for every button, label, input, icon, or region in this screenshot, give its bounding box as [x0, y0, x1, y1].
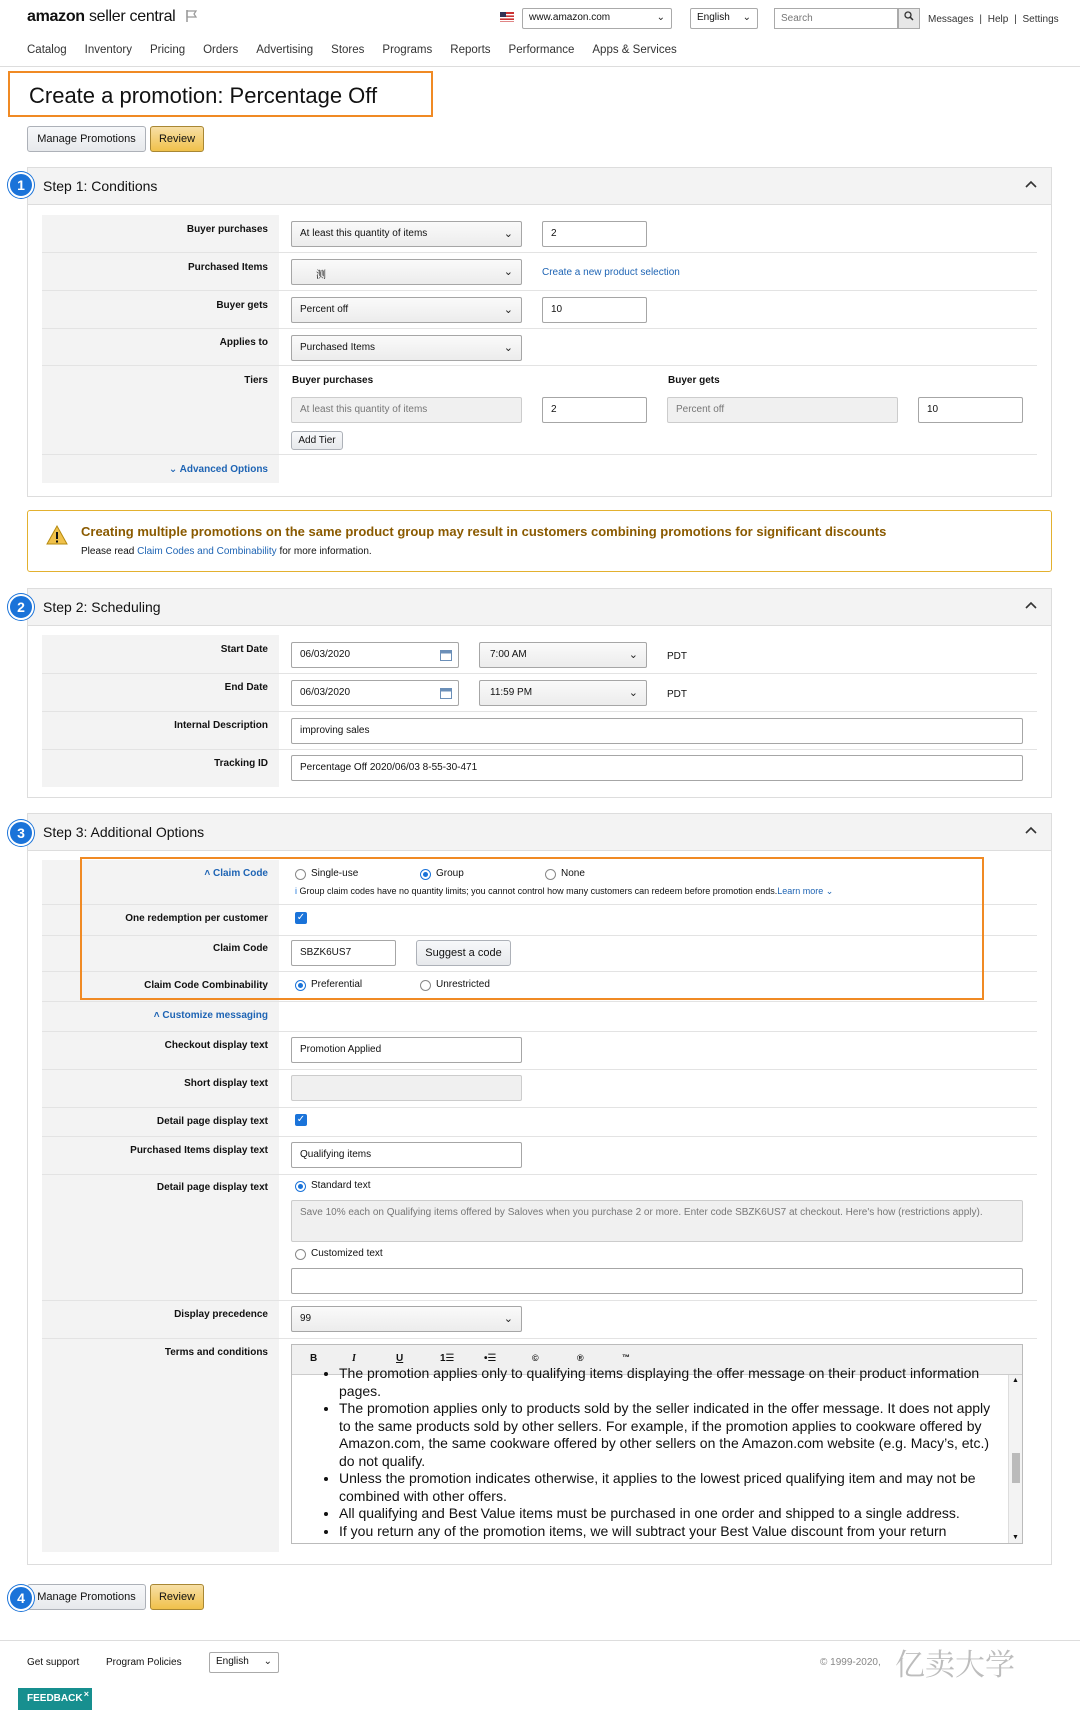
tier-buyer-purchases-input[interactable]: 2: [542, 397, 647, 423]
start-time-select[interactable]: [479, 642, 647, 668]
terms-item: • The promotion applies only to qualifying items displaying the offer message on their product information pages.: [339, 1365, 999, 1400]
internal-description-label: Internal Description: [174, 720, 268, 731]
purchased-display-label-wrap: [42, 1145, 268, 1159]
one-redemption-label: One redemption per customer: [125, 913, 268, 924]
scrollbar-thumb[interactable]: [1012, 1453, 1020, 1483]
buyer-gets-percent-input[interactable]: 10: [542, 297, 647, 323]
nav-orders[interactable]: Orders: [203, 44, 239, 56]
divider: [42, 1031, 1037, 1032]
logo-amazon-text: amazon: [27, 8, 85, 25]
unrestricted-radio[interactable]: [420, 980, 431, 991]
separator: |: [1014, 14, 1017, 25]
nav-pricing[interactable]: Pricing: [149, 44, 186, 56]
chevron-up-icon[interactable]: [1025, 825, 1037, 837]
start-date-label: Start Date: [220, 644, 268, 655]
divider: [42, 328, 1037, 329]
tiers-buyer-purchases-heading: Buyer purchases: [292, 375, 374, 386]
watermark: 亿卖大学: [895, 1649, 1015, 1682]
one-redemption-checkbox[interactable]: ✓: [296, 912, 306, 923]
page-title: Create a promotion: Percentage Off: [29, 83, 378, 108]
step-2-header[interactable]: [28, 589, 1051, 626]
divider: [42, 1338, 1037, 1339]
divider: [42, 290, 1037, 291]
standard-text-preview: Save 10% each on Qualifying items offered by Saloves when you purchase 2 or more. Enter code SBZK6US7 at checkout. Here's how (restrictions apply).: [291, 1200, 1023, 1242]
claim-code-label: Claim Code: [212, 943, 268, 954]
warning-text-post: for more information.: [276, 546, 372, 557]
divider: [42, 1300, 1037, 1301]
underline-icon[interactable]: U: [396, 1353, 404, 1364]
calendar-icon[interactable]: [440, 687, 452, 699]
logo-seller-central-text: seller central: [88, 8, 176, 25]
chevron-down-icon: ⌄: [503, 228, 513, 240]
start-date-input[interactable]: [291, 642, 459, 668]
step-3-badge: 3: [8, 820, 34, 846]
internal-description-input[interactable]: improving sales: [291, 718, 1023, 744]
copyright-icon[interactable]: ©: [532, 1353, 539, 1363]
buyer-gets-label: Buyer gets: [216, 300, 268, 311]
checkout-display-label: Checkout display text: [164, 1040, 268, 1051]
copyright-text: © 1999-2020,: [820, 1657, 881, 1668]
divider: [42, 749, 1037, 750]
scroll-down-icon[interactable]: ▼: [1012, 1534, 1019, 1541]
terms-item: • All qualifying and Best Value items must be purchased in one order and shipped to a single address.: [339, 1505, 999, 1523]
step-2-badge: 2: [8, 594, 34, 620]
review-button-bottom[interactable]: Review: [150, 1584, 204, 1610]
nav-stores[interactable]: Stores: [331, 44, 365, 56]
page-title-highlight: [8, 71, 433, 117]
start-timezone: PDT: [667, 651, 687, 662]
end-date-input[interactable]: [291, 680, 459, 706]
feedback-label: FEEDBACK: [27, 1693, 83, 1704]
warning-icon: [46, 525, 68, 545]
divider: [42, 971, 1037, 972]
end-time-value: 11:59 PM: [490, 687, 533, 698]
learn-more-link[interactable]: Learn more: [777, 886, 824, 896]
separator: |: [979, 14, 982, 25]
nav-reports[interactable]: Reports: [450, 44, 491, 56]
warning-text-pre: Please read: [81, 546, 138, 557]
unrestricted-label: Unrestricted: [436, 979, 490, 990]
add-tier-button[interactable]: Add Tier: [291, 431, 343, 450]
applies-to-select[interactable]: [291, 335, 522, 361]
chevron-down-icon: ⌄: [503, 1313, 513, 1325]
none-label: None: [561, 868, 585, 879]
detail-page-display-checkbox[interactable]: ✓: [296, 1114, 306, 1125]
help-link[interactable]: Help: [987, 14, 1009, 25]
divider: [42, 1069, 1037, 1070]
program-policies-link[interactable]: Program Policies: [106, 1657, 182, 1668]
standard-text-label: Standard text: [311, 1180, 371, 1191]
customize-messaging-label: Customize messaging: [162, 1010, 268, 1021]
footer-language-value: English: [216, 1656, 249, 1667]
purchased-items-label-wrap: [42, 262, 268, 276]
nav-catalog[interactable]: Catalog: [27, 44, 67, 56]
display-precedence-label: Display precedence: [174, 1309, 268, 1320]
applies-to-label-wrap: [42, 337, 268, 351]
main-nav: [27, 44, 677, 56]
checkout-label-wrap: [42, 1040, 268, 1054]
divider: [42, 454, 1037, 455]
end-date-label-wrap: [42, 682, 268, 696]
top-links: [928, 14, 1062, 25]
single-use-label: Single-use: [311, 868, 359, 879]
terms-item: • Unless the promotion indicates otherwise, it applies to the lowest priced qualifying item and may not be combined with other offers.: [339, 1470, 999, 1505]
bullet-list-icon[interactable]: •☰: [484, 1353, 497, 1364]
internal-description-label-wrap: [42, 720, 268, 734]
divider: [42, 1001, 1037, 1002]
one-redemption-label-wrap: [42, 913, 268, 927]
step-1-badge: 1: [8, 172, 34, 198]
warning-text: [81, 546, 372, 557]
warning-alert: [27, 510, 1052, 572]
terms-item: • The promotion applies only to products sold by the seller indicated in the offer message. It does not apply to the same products sold by other sellers. For example, if the promotion applies to cookware offered by Amazon.com, the same cookware offered by other sellers on the Amazon.com website (e.g. Macy’s, etc.) do not qualify.: [339, 1400, 999, 1470]
short-display-label-wrap: [42, 1078, 268, 1092]
group-claim-note-text: Group claim codes have no quantity limits; you cannot control how many customers can redeem before promotion ends.: [299, 886, 778, 896]
nav-inventory[interactable]: Inventory: [84, 44, 132, 56]
us-flag-icon: [500, 12, 514, 22]
terms-label-wrap: [42, 1347, 268, 1361]
divider: [42, 1174, 1037, 1175]
chevron-up-icon[interactable]: [1025, 600, 1037, 612]
end-timezone: PDT: [667, 689, 687, 700]
chevron-down-icon: ⌄: [628, 687, 638, 699]
purchased-items-display-input[interactable]: Qualifying items: [291, 1142, 522, 1168]
buyer-gets-select[interactable]: [291, 297, 522, 323]
tracking-id-label: Tracking ID: [214, 758, 268, 769]
start-date-value: 06/03/2020: [300, 649, 351, 660]
tier-buyer-gets-input[interactable]: 10: [918, 397, 1023, 423]
chevron-down-icon: ⌄: [503, 342, 513, 354]
detail-page-label-wrap: [42, 1116, 268, 1130]
divider: [42, 365, 1037, 366]
search-icon: [904, 11, 914, 21]
get-support-link[interactable]: Get support: [27, 1657, 80, 1668]
buyer-purchases-select-value: At least this quantity of items: [300, 228, 428, 239]
short-display-input: [291, 1075, 522, 1101]
search-button[interactable]: [898, 8, 920, 29]
chevron-down-icon: ⌄: [628, 649, 638, 661]
divider: [42, 1136, 1037, 1137]
purchased-items-display-label: Purchased Items display text: [130, 1145, 268, 1156]
amazon-seller-central-logo[interactable]: [27, 8, 175, 26]
create-product-selection-link[interactable]: Create a new product selection: [542, 267, 680, 278]
claim-code-single-use-radio[interactable]: [295, 869, 306, 880]
tiers-buyer-gets-heading: Buyer gets: [668, 375, 720, 386]
combinability-label-wrap: [42, 980, 268, 994]
chevron-down-icon: ⌄: [503, 266, 513, 278]
terms-editor[interactable]: [291, 1344, 1023, 1544]
manage-promotions-button-bottom[interactable]: Manage Promotions: [27, 1584, 146, 1610]
messages-link[interactable]: Messages: [928, 14, 974, 25]
nav-programs[interactable]: Programs: [382, 44, 433, 56]
standard-text-radio[interactable]: [295, 1181, 306, 1192]
divider: [42, 673, 1037, 674]
scroll-up-icon[interactable]: ▲: [1012, 1377, 1019, 1384]
editor-scrollbar[interactable]: [1008, 1375, 1022, 1543]
customize-messaging-toggle[interactable]: ˄ Customize messaging: [153, 1010, 268, 1021]
preferential-radio[interactable]: [295, 980, 306, 991]
advanced-options-toggle[interactable]: ⌄ Advanced Options: [168, 464, 268, 475]
tiers-label: Tiers: [244, 375, 268, 386]
tracking-id-label-wrap: [42, 758, 268, 772]
step-2-title: Step 2: Scheduling: [43, 599, 161, 615]
buyer-purchases-select[interactable]: [291, 221, 522, 247]
tiers-label-wrap: [42, 375, 268, 389]
tier-buyer-purchases-select: At least this quantity of items: [291, 397, 522, 423]
short-display-label: Short display text: [184, 1078, 268, 1089]
suggest-code-button[interactable]: Suggest a code: [416, 940, 511, 966]
claim-code-input[interactable]: SBZK6US7: [291, 940, 396, 966]
bold-icon[interactable]: B: [310, 1353, 318, 1364]
claim-code-toggle[interactable]: ˄ Claim Code: [204, 868, 268, 879]
buyer-purchases-quantity-input[interactable]: 2: [542, 221, 647, 247]
customize-messaging-wrap: [42, 1010, 268, 1024]
calendar-icon[interactable]: [440, 649, 452, 661]
manage-promotions-button[interactable]: Manage Promotions: [27, 126, 146, 152]
nav-performance[interactable]: Performance: [508, 44, 575, 56]
claim-codes-link[interactable]: Claim Codes and Combinability: [137, 546, 277, 557]
step-4-badge: 4: [8, 1585, 34, 1611]
terms-list: [339, 1365, 999, 1540]
end-date-value: 06/03/2020: [300, 687, 351, 698]
display-precedence-label-wrap: [42, 1309, 268, 1323]
combinability-label: Claim Code Combinability: [144, 980, 268, 991]
group-claim-note: i Group claim codes have no quantity limits; you cannot control how many customers can redeem before promotion ends.Learn more ⌄: [295, 886, 834, 896]
divider: [42, 252, 1037, 253]
start-date-label-wrap: [42, 644, 268, 658]
terms-item: • If you return any of the promotion items, we will subtract your Best Value discount from your return: [339, 1523, 999, 1541]
registered-icon[interactable]: ®: [577, 1353, 584, 1363]
chevron-down-icon: ⌄: [503, 304, 513, 316]
italic-icon[interactable]: I: [352, 1353, 356, 1364]
group-label: Group: [436, 868, 464, 879]
trademark-icon[interactable]: ™: [622, 1353, 630, 1362]
marketplace-select[interactable]: [522, 8, 672, 29]
start-time-value: 7:00 AM: [490, 649, 527, 660]
display-precedence-value: 99: [300, 1313, 312, 1324]
checkout-display-input[interactable]: Promotion Applied: [291, 1037, 522, 1063]
chevron-down-icon: ⌄: [656, 12, 665, 23]
step-1-header[interactable]: [28, 168, 1051, 205]
divider: [42, 711, 1037, 712]
nav-divider: [0, 66, 1080, 67]
search-input[interactable]: Search: [774, 8, 898, 29]
terms-editor-body[interactable]: [292, 1365, 1008, 1543]
buyer-gets-select-value: Percent off: [300, 304, 349, 315]
chevron-up-icon[interactable]: [1025, 179, 1037, 191]
step-1-title: Step 1: Conditions: [43, 178, 158, 194]
claim-code-group-radio[interactable]: [420, 869, 431, 880]
warning-title: Creating multiple promotions on the same product group may result in customers combining promotions for significant discounts: [81, 524, 887, 539]
step-3-header[interactable]: [28, 814, 1051, 851]
customized-text-input[interactable]: [291, 1268, 1023, 1294]
detail-page-display-label: Detail page display text: [156, 1116, 268, 1127]
applies-to-select-value: Purchased Items: [300, 342, 376, 353]
end-date-label: End Date: [224, 682, 268, 693]
display-precedence-select[interactable]: [291, 1306, 522, 1332]
settings-link[interactable]: Settings: [1022, 14, 1059, 25]
divider: [42, 1107, 1037, 1108]
marketplace-value: www.amazon.com: [529, 12, 611, 23]
nav-advertising[interactable]: Advertising: [256, 44, 314, 56]
applies-to-label: Applies to: [219, 337, 268, 348]
customized-text-label: Customized text: [311, 1248, 383, 1259]
buyer-purchases-label: Buyer purchases: [186, 224, 268, 235]
nav-apps-services[interactable]: Apps & Services: [592, 44, 677, 56]
step-3-title: Step 3: Additional Options: [43, 824, 205, 840]
buyer-purchases-label-wrap: [42, 224, 268, 238]
flag-icon[interactable]: [185, 9, 199, 23]
purchased-items-label: Purchased Items: [187, 262, 268, 273]
feedback-button[interactable]: [18, 1688, 92, 1710]
footer-language-select[interactable]: [209, 1652, 279, 1673]
detail-page-display-label-2: Detail page display text: [156, 1182, 268, 1193]
divider: [42, 904, 1037, 905]
end-time-select[interactable]: [479, 680, 647, 706]
divider: [42, 935, 1037, 936]
purchased-items-select[interactable]: [291, 259, 522, 285]
close-icon[interactable]: ×: [83, 1689, 89, 1699]
tracking-id-input[interactable]: Percentage Off 2020/06/03 8-55-30-471: [291, 755, 1023, 781]
ordered-list-icon[interactable]: 1☰: [440, 1353, 455, 1364]
claim-code-label-wrap: [42, 943, 268, 957]
terms-conditions-label: Terms and conditions: [164, 1347, 268, 1358]
purchased-items-select-value: 测: [316, 270, 326, 281]
language-value: English: [697, 12, 730, 23]
claim-code-toggle-wrap: [42, 868, 268, 882]
advanced-options-wrap: [42, 464, 268, 478]
advanced-options-label: Advanced Options: [179, 464, 268, 475]
preferential-label: Preferential: [311, 979, 363, 990]
claim-code-none-radio[interactable]: [545, 869, 556, 880]
buyer-gets-label-wrap: [42, 300, 268, 314]
chevron-down-icon: ⌄: [263, 1656, 272, 1667]
detail-page-label2-wrap: [42, 1182, 268, 1196]
customized-text-radio[interactable]: [295, 1249, 306, 1260]
tier-buyer-gets-select: Percent off: [667, 397, 898, 423]
chevron-down-icon: ⌄: [742, 12, 751, 23]
claim-code-toggle-label: Claim Code: [212, 868, 268, 879]
review-button[interactable]: Review: [150, 126, 204, 152]
language-select[interactable]: [690, 8, 758, 29]
